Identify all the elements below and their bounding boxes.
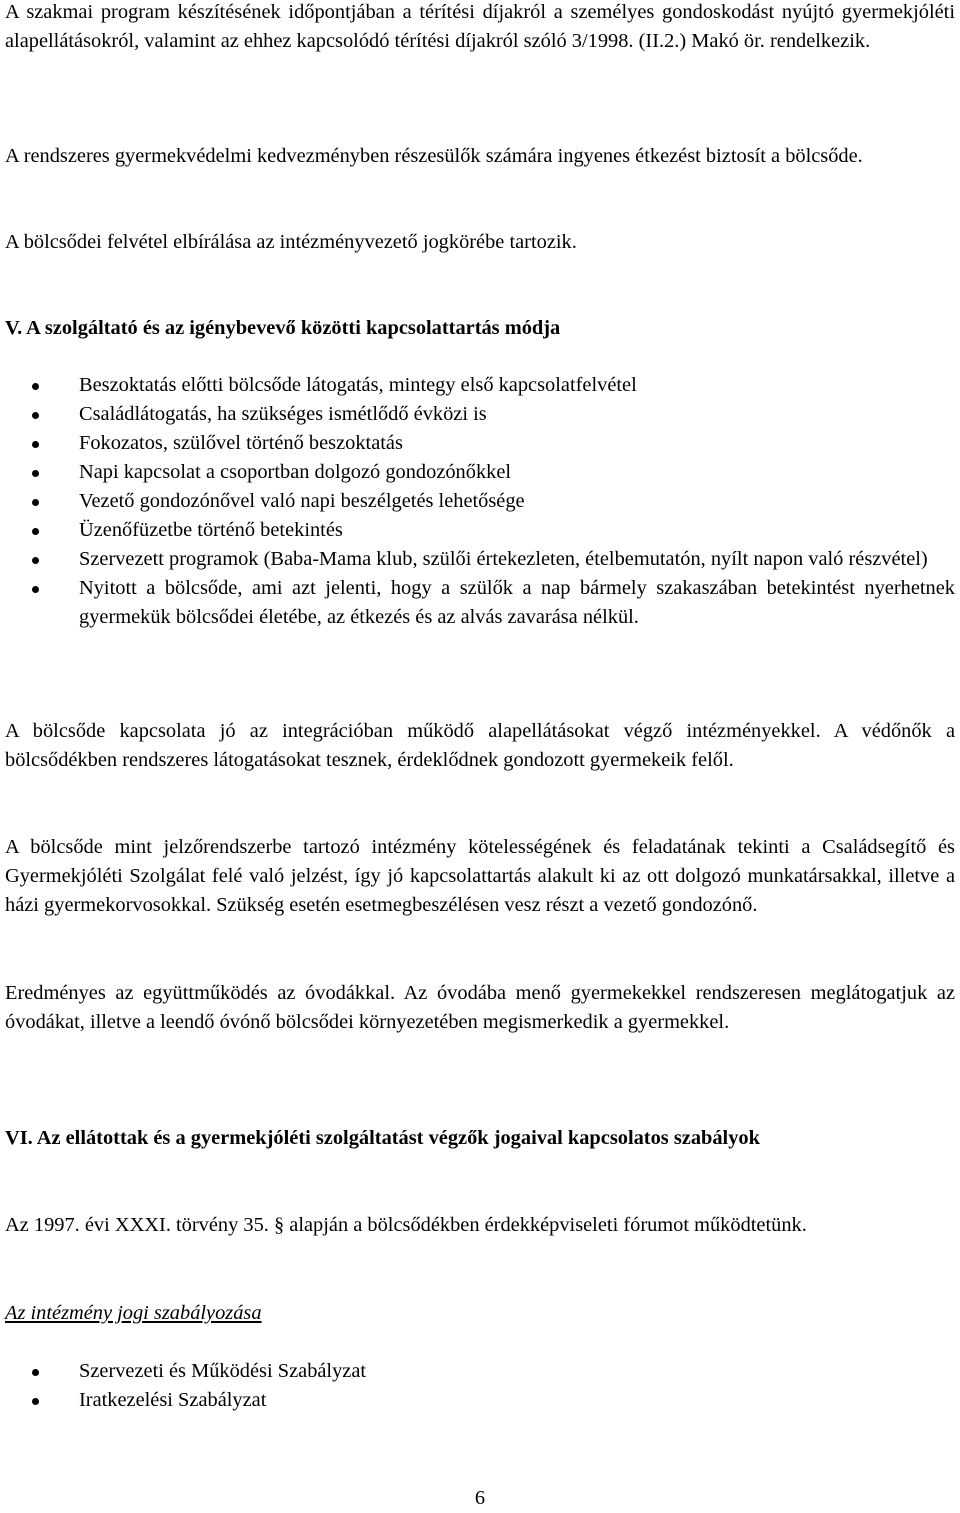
list-item: Iratkezelési Szabályzat [5,1386,955,1415]
paragraph-free-meals: A rendszeres gyermekvédelmi kedvezményben részesülők számára ingyenes étkezést biztosít a bölcsőde. [5,145,863,167]
bullet-icon [32,441,39,448]
page-number: 6 [474,1487,486,1509]
list-item: Beszoktatás előtti bölcsőde látogatás, mintegy első kapcsolatfelvétel [5,371,955,400]
bullet-icon [32,383,39,390]
paragraph-kindergarten: Eredményes az együttműködés az óvodákkal. Az óvodába menő gyermekekkel rendszeresen meglátogatjuk az óvodákat, illetve a leendő óvónő bölcsődei környezetében megismerkedik a gyermekkel. [5,982,955,1033]
list-item: Nyitott a bölcsőde, ami azt jelenti, hogy a szülők a nap bármely szakaszában betekintést nyerhetnek gyermekük bölcsődei életébe, az étkezés és az alvás zavarása nélkül. [5,574,955,632]
paragraph-integration: A bölcsőde kapcsolata jó az integrációban működő alapellátásokat végző intézményekkel. A védőnők a bölcsődékben rendszeres látogatásokat tesznek, érdeklődnek gondozott gyermekeik felől. [5,720,955,771]
bullet-icon [32,499,39,506]
legal-regulation-subheading: Az intézmény jogi szabályozása [5,1302,262,1324]
regulations-list [5,1357,955,1415]
paragraph-law: Az 1997. évi XXXI. törvény 35. § alapján a bölcsődékben érdekképviseleti fórumot működtetünk. [5,1214,807,1236]
list-item: Családlátogatás, ha szükséges ismétlődő évközi is [5,400,955,429]
section-5-heading: V. A szolgáltató és az igénybevevő közötti kapcsolattartás módja [5,317,561,339]
paragraph-admission: A bölcsődei felvétel elbírálása az intézményvezető jogkörébe tartozik. [5,231,577,253]
paragraph-fees: A szakmai program készítésének időpontjában a térítési díjakról a személyes gondoskodást nyújtó gyermekjóléti alapellátásokról, valamint az ehhez kapcsolódó térítési díjakról szóló 3/1998. (II.2.) Makó ör. rendelkezik. [5,1,955,52]
list-item: Üzenőfüzetbe történő betekintés [5,516,955,545]
bullet-icon [32,586,39,593]
contact-methods-list [5,371,955,632]
list-item: Napi kapcsolat a csoportban dolgozó gondozónőkkel [5,458,955,487]
list-item: Szervezett programok (Baba-Mama klub, szülői értekezleten, ételbemutatón, nyílt napon való részvétel) [5,545,955,574]
bullet-icon [32,528,39,535]
bullet-icon [32,1398,39,1405]
paragraph-signal-system: A bölcsőde mint jelzőrendszerbe tartozó intézmény kötelességének és feladatának tekinti a Családsegítő és Gyermekjóléti Szolgálat felé való jelzést, így jó kapcsolattartás alakult ki az ott dolgozó munkatársakkal, illetve a házi gyermekorvosokkal. Szükség esetén esetmegbeszélésen vesz részt a vezető gondozónő. [5,836,955,916]
bullet-icon [32,1369,39,1376]
list-item: Vezető gondozónővel való napi beszélgetés lehetősége [5,487,955,516]
list-item: Fokozatos, szülővel történő beszoktatás [5,429,955,458]
section-6-heading: VI. Az ellátottak és a gyermekjóléti szolgáltatást végzők jogaival kapcsolatos szabályok [5,1127,760,1149]
list-item: Szervezeti és Működési Szabályzat [5,1357,955,1386]
bullet-icon [32,470,39,477]
bullet-icon [32,557,39,564]
bullet-icon [32,412,39,419]
